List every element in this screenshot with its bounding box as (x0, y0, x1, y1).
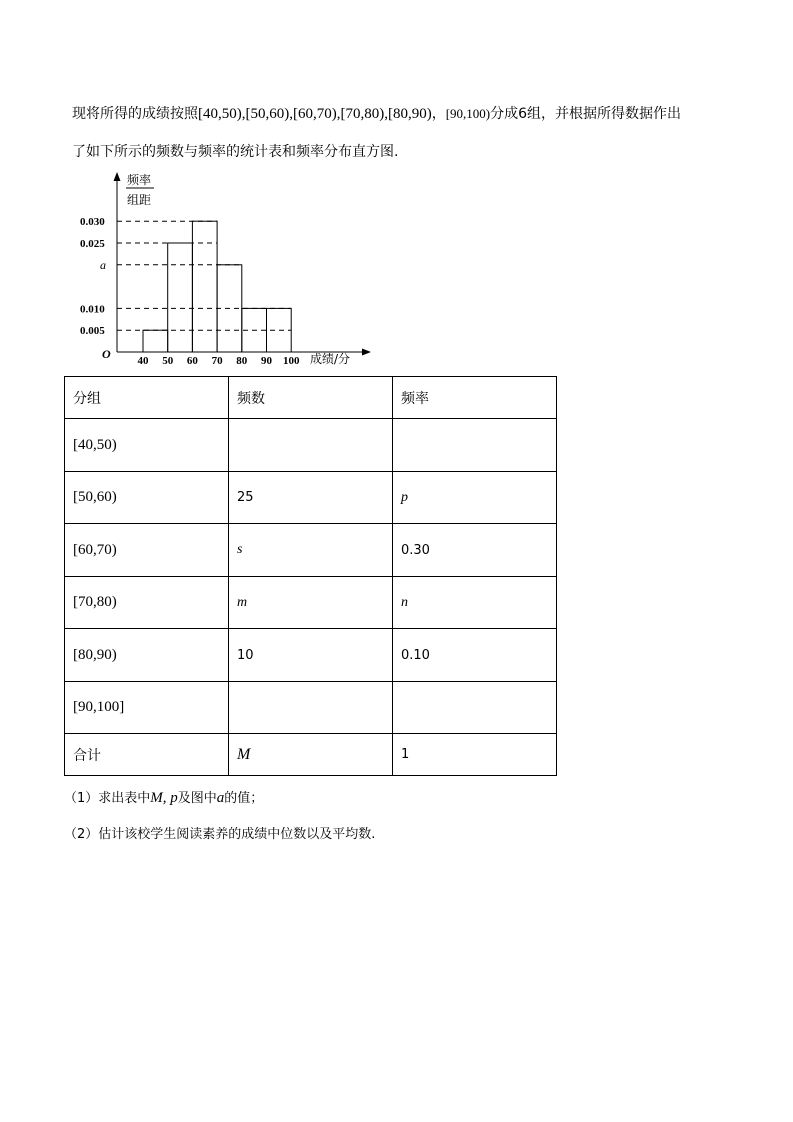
cell-count: s (229, 524, 393, 577)
cell-count: 10 (229, 629, 393, 682)
frequency-histogram (72, 168, 372, 368)
cell-total-count: M (229, 734, 393, 776)
x-tick-label: 80 (236, 355, 248, 367)
y-tick-label: 0.010 (80, 303, 105, 316)
table-row (65, 419, 557, 472)
cell-group: [50,60) (65, 472, 229, 524)
table-row (65, 577, 557, 629)
intro-line-2: 了如下所示的频数与频率的统计表和频率分布直方图. (72, 144, 399, 160)
x-tick-label: 100 (282, 355, 300, 367)
cell-frequency: 0.30 (393, 524, 557, 577)
cell-group: [60,70) (65, 524, 229, 577)
cell-count (229, 419, 393, 472)
cell-frequency: 0.10 (393, 629, 557, 682)
q1-text-c: 的值； (224, 791, 264, 806)
x-tick-label: 50 (162, 355, 174, 367)
frequency-table (64, 376, 557, 776)
cell-frequency: p (393, 472, 557, 524)
xlabel: 成绩/分 (310, 352, 351, 366)
q1-text-b: 及图中 (177, 791, 217, 806)
cell-group: [70,80) (65, 577, 229, 629)
q1-var-a: a (216, 790, 225, 806)
cell-group: [40,50) (65, 419, 229, 472)
table-row (65, 629, 557, 682)
table-row (65, 472, 557, 524)
cell-frequency (393, 419, 557, 472)
ylabel-top: 频率 (127, 173, 152, 187)
x-tick-label: 70 (211, 355, 223, 367)
cell-frequency (393, 682, 557, 734)
y-tick-label: 0.030 (80, 216, 105, 229)
histogram-bar (143, 330, 168, 352)
cell-count: m (229, 577, 393, 629)
cell-count: 25 (229, 472, 393, 524)
cell-total-frequency: 1 (393, 734, 557, 776)
y-tick-label: 0.005 (80, 325, 105, 338)
x-tick-label: 60 (186, 355, 198, 367)
question-2: （2）估计该校学生阅读素养的成绩中位数以及平均数. (64, 827, 376, 842)
table-header-row (65, 377, 557, 419)
y-axis-arrow (114, 172, 121, 181)
y-tick-label: a (100, 257, 106, 272)
table-total-row (65, 734, 557, 776)
intro-text-b: 分成6组，并根据所得数据作出 (490, 106, 682, 122)
x-tick-label: 40 (137, 355, 149, 367)
cell-total-label: 合计 (65, 734, 229, 776)
cell-group: [80,90) (65, 629, 229, 682)
x-tick-label: 90 (261, 355, 272, 367)
table-row (65, 682, 557, 734)
header-group: 分组 (65, 377, 229, 419)
histogram-bar (168, 243, 193, 352)
x-axis-arrow (362, 349, 371, 356)
intro-intervals: [40,50),[50,60),[60,70),[70,80),[80,90) (198, 106, 432, 122)
header-count: 频数 (229, 377, 393, 419)
origin-label: O (102, 347, 111, 361)
intro-last-interval: [90,100) (445, 106, 491, 121)
cell-frequency: n (393, 577, 557, 629)
header-frequency: 频率 (393, 377, 557, 419)
table-row (65, 524, 557, 577)
y-tick-label: 0.025 (80, 238, 105, 250)
cell-group: [90,100] (65, 682, 229, 734)
question-1 (64, 787, 263, 807)
cell-count (229, 682, 393, 734)
intro-comma: ， (431, 106, 446, 122)
ylabel-bottom: 组距 (127, 193, 152, 207)
intro-line-1 (72, 104, 681, 124)
intro-text-a: 现将所得的成绩按照 (72, 106, 198, 122)
histogram-bar (192, 221, 217, 352)
q1-vars: M, p (150, 790, 178, 806)
q1-text-a: （1）求出表中 (64, 791, 151, 806)
